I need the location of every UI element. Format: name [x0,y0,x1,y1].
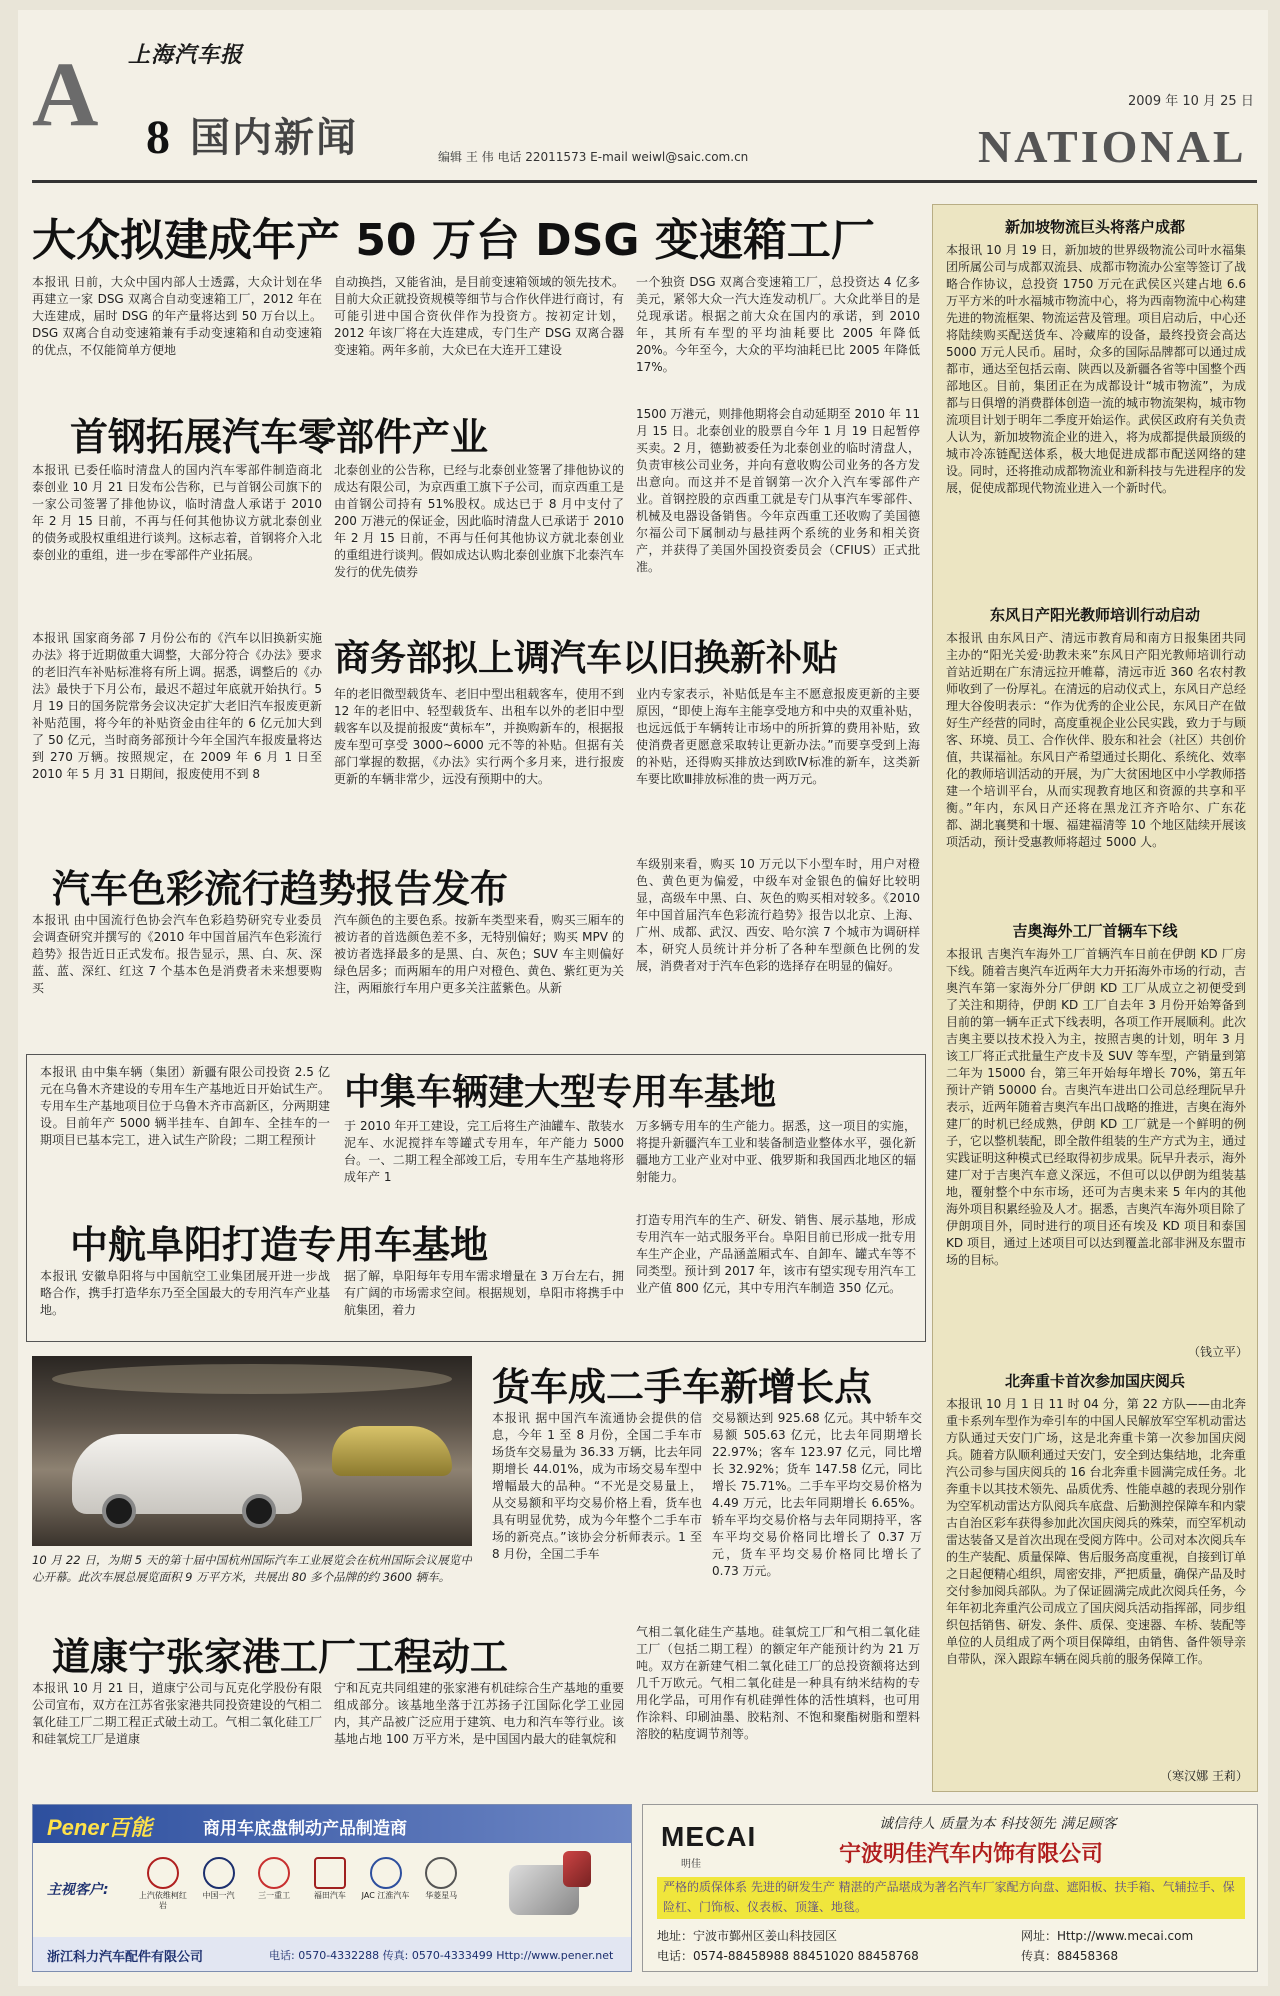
headline-dow: 道康宁张家港工厂工程动工 [52,1635,509,1679]
client-logo-label: 华菱星马 [425,1891,458,1900]
sidebar-headline-beiben: 北奔重卡首次参加国庆阅兵 [1004,1372,1185,1390]
client-logo-mark [370,1857,402,1889]
sidebar-body-beiben: 本报讯 10 月 1 日 11 时 04 分，第 22 方队——由北奔重卡系列车型作为牵引车的中国人民解放军空军机动雷达方队通过天安门广场，这是北奔重卡第一次参加国庆阅兵。随着方队顺利通过天安门，安全到达集结地，北奔重汽公司参与国庆阅兵的 16 台北奔重卡圆满完成任务。北奔重卡以其技术领先、品质优秀、性能卓越的表现分别作为空军机动雷达方队阅兵车底盘、后勤测控保障车和内蒙古自治区彩车获得参加此次国庆阅兵的殊荣，而空军机动雷达装备又是首次出现在受阅方阵中。公司对本次阅兵车的生产装配、质量保障、售后服务高度重视，自接到订单之日起便精心组织，周密安排，严把质量，确保产品及时交付参加阅兵部队。为了保证圆满完成此次阅兵任务，今年年初北奔重汽公司成立了国庆阅兵活动指挥部，同步组织包括销售、研发、条件、质保、变速器、车桥、装配等单位的人员组成了两个项目保障组，由销售、备件领导亲自带队，深入跟踪车辆在阅兵前的服务保障工作。 [946,1397,1246,1666]
avic-col-2: 据了解，阜阳每年专用车需求增量在 3 万台左右，拥有广阔的市场需求空间。根据规划，阜阳市将携手中航集团，着力 [344,1269,624,1317]
sidebar-headline-singapore: 新加坡物流巨头将落户成都 [1004,218,1185,236]
client-logo-mark [258,1857,290,1889]
client-logo [360,1857,412,1917]
background-car [332,1426,452,1476]
tradein-col-3: 业内专家表示，补贴低是车主不愿意报废更新的主要原因，“即使上海车主能享受地方和中央的双重补贴，也远远低于车辆转让市场中的所折算的费用补贴，致使消费者更愿意采取转让更新办法。”而要享受到上海的补贴，还得购买排放达到欧Ⅳ标准的新车，这类新车要比欧Ⅲ排放标准的贵一两万元。 [636,687,920,786]
client-logo-label: 中国一汽 [202,1891,235,1900]
section-english: NATIONAL [978,121,1247,172]
truck-col-2: 交易额达到 925.68 亿元。其中轿车交易额 505.63 亿元，比去年同期增长 22.97%；客车 123.97 亿元，同比增长 32.92%；货车 147.58 亿元，同比增长 75.71%。二手车平均交易价格为 4.49 万元，比去年同期增长 6.65%。轿车平均交易价格与去年同期持平，客车平均交易价格同比增长了 0.37 万元，货车平均交易价格同比增长了 0.73 万元。 [712,1411,922,1578]
photo-caption: 10 月 22 日，为期 5 天的第十届中国杭州国际汽车工业展览会在杭州国际会议展览中心开幕。此次车展总展览面积 9 万平方米，共展出 80 多个品牌的约 3600 辆车。 [32,1553,472,1584]
headline-shougang: 首钢拓展汽车零部件产业 [70,415,489,459]
dow-col-2: 宁和瓦克共同组建的张家港有机硅综合生产基地的重要组成部分。该基地坐落于江苏扬子江国际化学工业园内，其产品被广泛应用于建筑、电力和汽车等行业。该基地占地 100 万平方米，是中国国内最大的硅氧烷和 [334,1681,624,1746]
mecai-logo: MECAI [661,1821,757,1852]
client-logo [248,1857,300,1917]
shougang-col-2: 北泰创业的公告称，已经与北泰创业签署了排他协议的成达有限公司，为京西重工旗下子公司，而京西重工是由首钢公司持有 51%股权。成达已于 8 月中支付了 200 万港元的保证金，因此临时清盘人已承诺于 2010 年 2 月 15 日前，不再与任何其他协议方就北泰创业的重组进行谈判。假如成达认购北泰创业旗下北泰汽车发行的优先债券 [334,463,624,579]
mecai-fax: 传真：88458368 [1021,1949,1119,1963]
cimc-col-3: 万多辆专用车的生产能力。据悉，这一项目的实施，将提升新疆汽车工业和装备制造业整体水平，强化新疆地方工业产业对中亚、俄罗斯和我国西北地区的辐射能力。 [636,1119,916,1184]
dsg-col-2: 自动换挡，又能省油，是目前变速箱领域的领先技术。目前大众正就投资规模等细节与合作伙伴进行商讨，有可能引进中国合资伙伴作为投资方。按初定计划，2012 年该厂将在大连建成，专门生产 DSG 双离合器变速箱。两年多前，大众已在大连开工建设 [334,275,624,357]
headline-truck: 货车成二手车新增长点 [492,1365,873,1409]
client-logo-mark [425,1857,457,1889]
dow-col-1: 本报讯 10 月 21 日，道康宁公司与瓦克化学股份有限公司宣布，双方在江苏省张家港共同投资建设的气相二氧化硅工厂二期工程正式破土动工。气相二氧化硅工厂和硅氧烷工厂是道康 [32,1681,322,1746]
pener-tagline: 商用车底盘制动产品制造商 [203,1819,407,1839]
dsg-col-1: 本报讯 日前，大众中国内部人士透露，大众计划在华再建立一家 DSG 双离合自动变速箱工厂，2012 年在大连建成，届时 DSG 的年产量将达到 50 万台以上。DSG 双离合自动变速箱兼有手动变速箱和自动变速箱的优点，不仅能简单方便地 [32,275,322,357]
cimc-col-2: 于 2010 年开工建设，完工后将生产油罐车、散装水泥车、水泥搅拌车等罐式专用车，年产能力 5000 台。一、二期工程全部竣工后，专用车生产基地将形成年产 1 [344,1119,624,1184]
dsg-col-3: 一个独资 DSG 双离合变速箱工厂，总投资达 4 亿多美元，紧邻大众一汽大连发动机厂。大众此举目的是兑现承诺。根据之前大众在国内的承诺，到 2010 年，其所有车型的平均油耗要比 2005 年降低 20%。今年至今，大众的平均油耗已比 2005 年降低 17%。 [636,275,920,374]
car-wheel [242,1494,276,1528]
color-col-2: 汽车颜色的主要色系。按新车类型来看，购买三厢车的被访者的首选颜色差不多，无特别偏好；购买 MPV 的被访者选择最多的是黑、白、灰色；SUV 车主则偏好绿色居多；而两厢车的用户对橙色、黄色、紫红更为关注，两厢旅行车用户更多关注蓝紫色。从新 [334,913,624,995]
client-logo [304,1857,356,1917]
pener-contact: 电话: 0570-4332288 传真: 0570-4333499 Http://www.pener.net [269,1949,614,1962]
mecai-company: 宁波明佳汽车内饰有限公司 [839,1842,1104,1867]
sidebar-byline-geely: （钱立平） [1187,1345,1248,1359]
sidebar-headline-geely: 吉奥海外工厂首辆车下线 [1012,922,1178,940]
page-letter: A [32,43,99,145]
client-logo [137,1857,189,1917]
client-logo [193,1857,245,1917]
tradein-col-1: 本报讯 国家商务部 7 月份公布的《汽车以旧换新实施办法》将于近期做重大调整，大部分符合《办法》要求的老旧汽车补贴标准将有所上调。据悉，调整后的《办法》最快于下月公布，最迟不超过年底就开始执行。5 月 19 日的国务院常务会议决定扩大老旧汽车报废更新补贴范围，将今年的补贴资金由往年的 6 亿元加大到了 50 亿元，当时商务部预计今年全国汽车报废量将达到 270 万辆。按照规定，在 2009 年 6 月 1 日至 2010 年 5 月 31 日期间，报废使用不到 8 [32,631,322,781]
sidebar-body-singapore: 本报讯 10 月 19 日，新加坡的世界级物流公司叶水福集团所属公司与成都双流县、成都市物流办公室等签订了战略合作协议，总投资 1750 万元在武侯区兴建占地 6.6 万平方米的叶水福城市物流中心，将为西南物流中心构建先进的物流框架、物流运营及管理。项目启动后，中心还将陆续购买配送货车、冷藏库的设备，最终投资会高达 5000 万元人民币。届时，众多的国际品牌都可以通过成都市，通达至包括云南、陕西以及新疆各省等中国整个西部地区。目前，集团正在为成都设计“城市物流”，为成都与日俱增的消费群体创造一流的城市物流架构，城市物流项目计划于明年二季度开始运作。武侯区政府有关负责人认为，新加坡物流企业的进入，将为成都提供最顶级的城市冷冻链配送体系，极大地促进成都市配送网络的建设。同时，还将推动成都物流业和新科技与先进程序的发展，促使成都现代物流业进入一个新时代。 [946,243,1246,495]
mecai-address: 地址：宁波市鄞州区姜山科技园区 [657,1929,838,1943]
client-logo-label: 上汽依维柯红岩 [138,1891,187,1910]
photo-light [52,1364,452,1394]
masthead-rule [32,180,1257,183]
client-logo-mark [203,1857,235,1889]
headline-dsg: 大众拟建成年产 50 万台 DSG 变速箱工厂 [32,215,875,266]
shougang-col-3: 1500 万港元，则排他期将会自动延期至 2010 年 11 月 15 日。北泰创业的股票自今年 1 月 19 日起暂停买卖。2 月，德勤被委任为北泰创业的临时清盘人，负责审核公司业务，并向有意收购公司业务的各方发出意向。而这并不是首钢第一次介入汽车零部件产业。首钢控股的京西重工就是专门从事汽车零部件、机械及电器设备销售。今年京西重工还收购了美国德尔福公司下属制动与悬挂两个系统的业务和相关资产，并获得了美国外国投资委员会（CFIUS）正式批准。 [636,407,920,574]
pener-brand: Pener百能 [47,1815,153,1840]
avic-col-1: 本报讯 安徽阜阳将与中国航空工业集团展开进一步战略合作，携手打造华东乃至全国最大的专用汽车产业基地。 [40,1269,330,1317]
client-logo [415,1857,467,1917]
mecai-desc: 严格的质保体系 先进的研发生产 精湛的产品堪成为著名汽车厂家配方向盘、遮阳板、扶手箱、气辅拉手、保险杠、门饰板、仪表板、顶篷、地毯。 [657,1877,1245,1919]
headline-avic: 中航阜阳打造专用车基地 [70,1223,489,1267]
newspaper-page [18,10,1268,1986]
tradein-col-2: 年的老旧微型载货车、老旧中型出租载客车，使用不到 12 年的老旧中、轻型载货车、出租车以外的老旧中型载客车以及提前报废“黄标车”，并换购新车的，根据报废车型可享受 3000~6000 元不等的补贴。但据有关部门掌握的数据，《办法》实行两个多月来，进行报废更新的车辆非常少，远没有预期中的大。 [334,687,624,786]
brake-part-image [489,1851,609,1931]
dow-col-3: 气相二氧化硅生产基地。硅氧烷工厂和气相二氧化硅工厂（包括二期工程）的额定年产能预计约为 21 万吨。双方在新建气相二氧化硅工厂的总投资额将达到几千万欧元。气相二氧化硅是一种具有纳米结构的专用化学品，可用作有机硅弹性体的活性填料，也可用作涂料、印刷油墨、胶粘剂、不饱和聚酯树脂和塑料溶胶的粘度调节剂等。 [636,1625,920,1741]
headline-color-trend: 汽车色彩流行趋势报告发布 [52,867,509,911]
mecai-website: 网址：Http://www.mecai.com [1021,1929,1194,1943]
pener-company: 浙江科力汽车配件有限公司 [47,1950,204,1965]
color-col-3: 车级别来看，购买 10 万元以下小型车时，用户对橙色、黄色更为偏爱，中级车对金银色的偏好比较明显，高级车中黑、白、灰色的购买相对较多。《2010 年中国首届汽车色彩流行趋势》报告以北京、上海、广州、成都、武汉、西安、哈尔滨 7 个城市为调研样本，研究人员统计并分析了各种车型颜色比例的发展，消费者对于汽车色彩的选择存在明显的偏好。 [636,857,920,973]
shougang-col-1: 本报讯 已委任临时清盘人的国内汽车零部件制造商北泰创业 10 月 21 日发布公告称，已与首钢公司旗下的一家公司签署了排他协议，临时清盘人承诺于 2010 年 2 月 15 日前，不再与任何其他协议方就北泰创业的债务或股权重组进行谈判。这标志着，首钢将介入北泰创业的重组，进一步在零部件产业拓展。 [32,463,322,562]
color-col-1: 本报讯 由中国流行色协会汽车色彩趋势研究专业委员会调查研究并撰写的《2010 年中国首届汽车色彩流行趋势》报告近日正式发布。报告显示，黑、白、灰、深蓝、蓝、深红、红这 7 个基本色是消费者未来想要购买 [32,913,322,995]
headline-trade-in: 商务部拟上调汽车以旧换新补贴 [334,638,839,679]
mecai-logo-sub: 明佳 [681,1859,701,1870]
client-logo-label: 三一重工 [258,1891,291,1900]
masthead [18,10,1268,185]
page-number: 8 [146,111,170,164]
section-title: 国内新闻 [190,114,358,161]
issue-date: 2009 年 10 月 25 日 [1128,94,1254,109]
paper-name: 上海汽车报 [128,42,244,68]
sidebar-byline-beiben: （寒汉娜 王莉） [1160,1769,1248,1783]
headline-cimc: 中集车辆建大型专用车基地 [344,1072,777,1113]
mecai-ad [642,1804,1258,1972]
cimc-col-1: 本报讯 由中集车辆（集团）新疆有限公司投资 2.5 亿元在乌鲁木齐建设的专用车生产基地近日开始试生产。专用车生产基地项目位于乌鲁木齐市高新区，分两期建设。目前年产 5000 辆半挂车、自卸车、全挂车的一期项目已基本完工，进入试生产阶段；二期工程预计 [40,1065,330,1147]
sidebar-body-dongfeng: 本报讯 由东风日产、清远市教育局和南方日报集团共同主办的“阳光关爱·助教未来”东风日产阳光教师培训行动首站近期在广东清远拉开帷幕，清远市近 360 名农村教师收到了一份厚礼。在清远的启动仪式上，东风日产总经理大谷俊明表示：“作为优秀的企业公民，东风日产在做好生产经营的同时，高度重视企业公民实践，致力于与顾客、环境、员工、合作伙伴、股东和社会（社区）共创价值，共谋福祉。东风日产希望通过长期化、系统化、效率化的教师培训活动的开展，为广大贫困地区中小学教师搭建一个培训平台，从而实现教育地区和资源的共享和平衡。”年内，东风日产还将在黑龙江齐齐哈尔、广东花都、湖北襄樊和十堰、福建福清等 10 个地区陆续开展该项活动，预计受惠教师将超过 5000 人。 [946,631,1246,849]
client-logo-mark [147,1857,179,1889]
pener-ad [32,1804,632,1972]
client-logo-mark [314,1857,346,1889]
sidebar-body-geely: 本报讯 吉奥汽车海外工厂首辆汽车日前在伊朗 KD 厂房下线。随着吉奥汽车近两年大力开拓海外市场的行动，吉奥汽车第一家海外分厂伊朗 KD 工厂从成立之初便受到了关注和期待，伊朗 KD 工厂自去年 3 月份开始筹备到目前的第一辆车正式下线表明，各项工作开展顺利。此次吉奥主要以技术投入为主，按照吉奥的计划，明年 3 月该工厂将正式批量生产皮卡及 SUV 等车型，产销量到第二年为 15000 台，第三年开始每年增长 70%，第五年预计产销 50000 台。吉奥汽车进出口公司总经理阮早升表示，近两年随着吉奥汽车出口战略的推进，吉奥在海外建厂的时机已经成熟，伊朗 KD 工厂就是一个鲜明的例子，它以整机装配，即全散件组装的生产方式为主，通过实践证明这种模式已经取得初步成果。阮早升表示，海外建厂对于吉奥汽车意义深远，不但可以以伊朗为组装基地，覆射整个中东市场，还可为吉奥未来 5 年内的其他海外项目积累经验及人才。据悉，吉奥汽车海外项目除了伊朗项目外，同时进行的项目还有埃及 KD 项目和泰国 KD 项目，通过上述项目可以达到覆盖北部非洲及东盟市场的目标。 [946,947,1246,1267]
pener-client-logos [137,1857,467,1917]
mecai-slogan: 诚信待人 质量为本 科技领先 满足顾客 [879,1816,1117,1832]
mecai-phone: 电话：0574-88458988 88451020 88458768 [657,1949,919,1963]
car-wheel [102,1494,136,1528]
auto-show-photo [32,1356,472,1546]
truck-col-1: 本报讯 据中国汽车流通协会提供的信息，今年 1 至 8 月份，全国二手车市场货车交易量为 36.33 万辆，比去年同期增长 44.01%，成为市场交易车型中增幅最大的品种。“不光是交易量上，从交易额和平均交易价格上看，货车也具有明显优势，成为今年整个二手车市场的新亮点。”该协会分析师表示。1 至 8 月份，全国二手车 [492,1411,702,1561]
client-logo-label: JAC 江淮汽车 [361,1891,410,1900]
pener-clients-label: 主视客户: [47,1882,109,1898]
client-logo-label: 福田汽车 [313,1891,346,1900]
avic-col-3: 打造专用汽车的生产、研发、销售、展示基地，形成专用汽车一站式服务平台。阜阳目前已形成一批专用车生产企业，产品涵盖厢式车、自卸车、罐式车等不同类型。预计到 2017 年，该市有望实现专用汽车工业产值 800 亿元，其中专用汽车制造 350 亿元。 [636,1213,916,1295]
sidebar-headline-dongfeng: 东风日产阳光教师培训行动启动 [989,606,1200,624]
brake-part-valve [563,1851,591,1887]
editor-line: 编辑 王 伟 电话 22011573 E-mail weiwl@saic.com.cn [438,150,749,164]
